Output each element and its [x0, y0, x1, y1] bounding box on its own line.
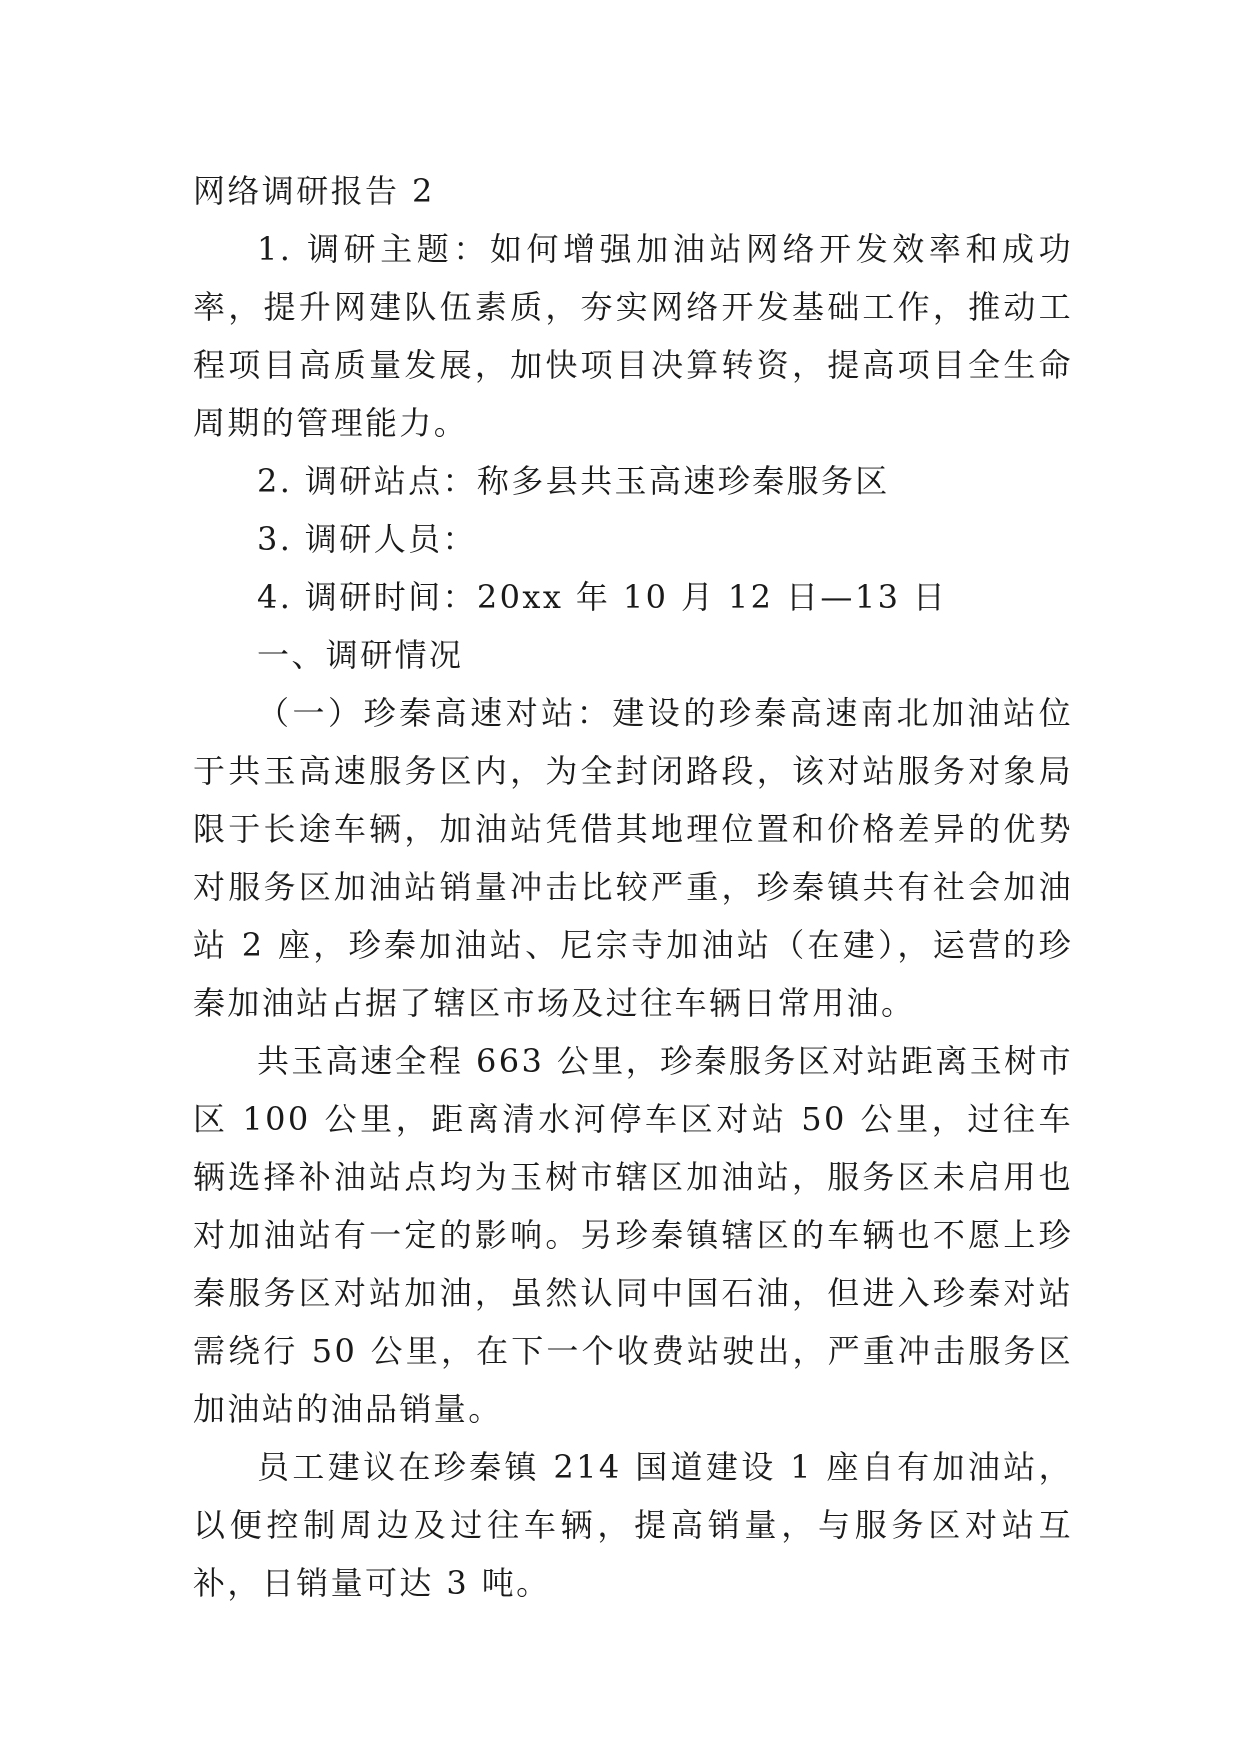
item-research-time: 4. 调研时间：20xx 年 10 月 12 日—13 日	[257, 578, 948, 616]
item-research-staff: 3. 调研人员：	[257, 520, 477, 558]
paragraph-1: （一）珍秦高速对站：建设的珍秦高速南北加油站位于共玉高速服务区内，为全封闭路段，该对站服务对象局限于长途车辆，加油站凭借其地理位置和价格差异的优势对服务区加油站销量冲击比较严重，珍秦镇共有社会加油站 2 座，珍秦加油站、尼宗寺加油站（在建），运营的珍秦加油站占据了辖区市场及过往车辆日常用油。	[193, 694, 1073, 1022]
item-research-site: 2. 调研站点：称多县共玉高速珍秦服务区	[257, 462, 890, 500]
item-research-topic: 1. 调研主题：如何增强加油站网络开发效率和成功率，提升网建队伍素质，夯实网络开发基础工作，推动工程项目高质量发展，加快项目决算转资，提高项目全生命周期的管理能力。	[193, 230, 1073, 442]
section-heading: 一、调研情况	[257, 636, 464, 674]
document-page	[193, 162, 1073, 1612]
paragraph-3: 员工建议在珍秦镇 214 国道建设 1 座自有加油站，以便控制周边及过往车辆，提高销量，与服务区对站互补，日销量可达 3 吨。	[193, 1448, 1073, 1602]
document-title: 网络调研报告 2	[193, 172, 435, 210]
paragraph-2: 共玉高速全程 663 公里，珍秦服务区对站距离玉树市区 100 公里，距离清水河停车区对站 50 公里，过往车辆选择补油站点均为玉树市辖区加油站，服务区未启用也对加油站有一定的影响。另珍秦镇辖区的车辆也不愿上珍秦服务区对站加油，虽然认同中国石油，但进入珍秦对站需绕行 50 公里，在下一个收费站驶出，严重冲击服务区加油站的油品销量。	[193, 1042, 1073, 1428]
